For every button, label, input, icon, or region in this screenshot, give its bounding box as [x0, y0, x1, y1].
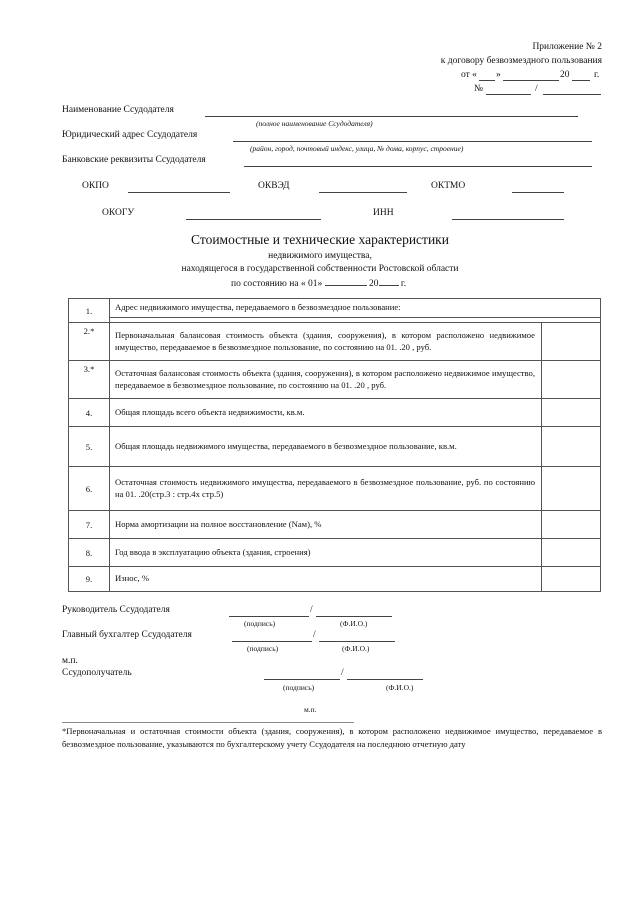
row-number: 6. [69, 467, 110, 511]
row-description: Первоначальная балансовая стоимость объекта (здания, сооружения), в котором расположено недвижимое имущество, передаваемое в безвозмездное пользование, по состоянию на 01. .20 , руб. [110, 323, 542, 361]
row-description: Норма амортизации на полное восстановление (Nам), % [110, 511, 542, 539]
okved-label: ОКВЭД [258, 181, 290, 191]
table-row [69, 539, 601, 567]
table-row [69, 511, 601, 539]
row-value-cell[interactable] [542, 361, 601, 399]
accountant-sign-line [232, 641, 312, 642]
row-description: Износ, % [110, 567, 542, 592]
row-description: Остаточная стоимость недвижимого имущества, передаваемого в безвозмездное пользование, руб. по состоянию на 01. .20(стр.3 : стр.4х стр.5) [110, 467, 542, 511]
row-value-cell[interactable] [542, 399, 601, 427]
head-sign-line [229, 616, 309, 617]
row-description: Общая площадь всего объекта недвижимости, кв.м. [110, 399, 542, 427]
form-title: Стоимостные и технические характеристики [191, 232, 449, 247]
lender-address-line [233, 141, 592, 142]
form-subtitle-2: находящегося в государственной собственности Ростовской области [181, 264, 459, 274]
head-label: Руководитель Ссудодателя [62, 605, 170, 615]
row-number: 3.* [69, 361, 110, 399]
table-row [69, 299, 601, 323]
borrower-slash: / [341, 668, 344, 678]
row-number: 4. [69, 399, 110, 427]
row-value-cell[interactable] [542, 567, 601, 592]
row-value-cell[interactable] [542, 467, 601, 511]
characteristics-table [68, 298, 601, 592]
lender-bank-label: Банковские реквизиты Ссудодателя [62, 155, 206, 165]
date-day-line [479, 80, 495, 81]
accountant-fio-hint: (Ф.И.О.) [342, 644, 370, 653]
okpo-label: ОКПО [82, 181, 109, 191]
seal-mark-2: м.п. [304, 705, 317, 714]
date-mid: » [496, 70, 501, 80]
number-separator: / [535, 84, 538, 94]
accountant-sign-hint: (подпись) [247, 644, 279, 653]
okogu-line [186, 219, 321, 220]
head-slash: / [310, 605, 313, 615]
okved-line [319, 192, 407, 193]
appendix-title: Приложение № 2 [532, 42, 602, 52]
row-number: 1. [69, 299, 110, 323]
table-row [69, 427, 601, 467]
borrower-fio-hint: (Ф.И.О.) [386, 683, 414, 692]
number-line-2 [543, 94, 601, 95]
lender-address-hint: (район, город, почтовый индекс, улица, № дома, корпус, строение) [250, 144, 464, 153]
oktmo-line [512, 192, 564, 193]
row-number: 9. [69, 567, 110, 592]
subtitle-date-prefix: по состоянию на « 01» [231, 279, 323, 289]
footnote-separator [62, 722, 354, 723]
row-number: 7. [69, 511, 110, 539]
date-suffix: г. [594, 70, 600, 80]
table-row [69, 467, 601, 511]
date-from: от « [461, 70, 477, 80]
accountant-fio-line [319, 641, 395, 642]
row-value-cell[interactable] [542, 427, 601, 467]
lender-name-hint: (полное наименование Ссудодателя) [256, 119, 373, 128]
row-1-text: Адрес недвижимого имущества, передаваемого в безвозмездное пользование: [115, 302, 401, 312]
row-number: 8. [69, 539, 110, 567]
row-description: Год ввода в эксплуатацию объекта (здания, строения) [110, 539, 542, 567]
form-subtitle-date [231, 277, 406, 289]
row-number: 5. [69, 427, 110, 467]
row-description [110, 299, 601, 323]
subtitle-suffix: г. [400, 279, 407, 289]
row-1-subline [110, 317, 600, 318]
head-fio-hint: (Ф.И.О.) [340, 619, 368, 628]
table-row [69, 399, 601, 427]
date-month-line [503, 80, 559, 81]
borrower-label: Ссудополучатель [62, 668, 132, 678]
borrower-fio-line [347, 679, 423, 680]
seal-mark: м.п. [62, 656, 78, 666]
date-year: 20 [560, 70, 570, 80]
table-row [69, 567, 601, 592]
form-subtitle-1: недвижимого имущества, [268, 251, 372, 261]
okogu-label: ОКОГУ [102, 208, 135, 218]
subtitle-year-line [379, 277, 399, 286]
lender-name-label: Наименование Ссудодателя [62, 105, 174, 115]
date-year-line [572, 80, 590, 81]
head-fio-line [316, 616, 392, 617]
subtitle-year: 20 [369, 279, 379, 289]
lender-name-line [205, 116, 578, 117]
lender-bank-line [244, 166, 592, 167]
subtitle-month-line [325, 277, 367, 286]
row-value-cell[interactable] [542, 511, 601, 539]
inn-line [452, 219, 564, 220]
row-description: Остаточная балансовая стоимость объекта (здания, сооружения), в котором расположено недвижимое имущество, передаваемое в безвозмездное пользование, по состоянию на 01. .20 , руб. [110, 361, 542, 399]
okpo-line [128, 192, 230, 193]
head-sign-hint: (подпись) [244, 619, 276, 628]
number-line-1 [486, 94, 531, 95]
footnote: *Первоначальная и остаточная стоимости объекта (здания, сооружения), в котором расположено недвижимое имущество, передаваемое в безвозмездное пользование, указываются по бухгалтерскому учету Ссудодателя на последнюю отчетную дату [62, 726, 602, 749]
borrower-sign-line [264, 679, 340, 680]
borrower-sign-hint: (подпись) [283, 683, 315, 692]
row-number: 2.* [69, 323, 110, 361]
row-description: Общая площадь недвижимого имущества, передаваемого в безвозмездное пользование, кв.м. [110, 427, 542, 467]
contract-title: к договору безвозмездного пользования [440, 56, 602, 66]
accountant-label: Главный бухгалтер Ссудодателя [62, 630, 192, 640]
row-value-cell[interactable] [542, 539, 601, 567]
table-row [69, 323, 601, 361]
table-row [69, 361, 601, 399]
inn-label: ИНН [373, 208, 394, 218]
lender-address-label: Юридический адрес Ссудодателя [62, 130, 198, 140]
oktmo-label: ОКТМО [431, 181, 466, 191]
number-sign: № [474, 84, 484, 94]
accountant-slash: / [313, 630, 316, 640]
row-value-cell[interactable] [542, 323, 601, 361]
